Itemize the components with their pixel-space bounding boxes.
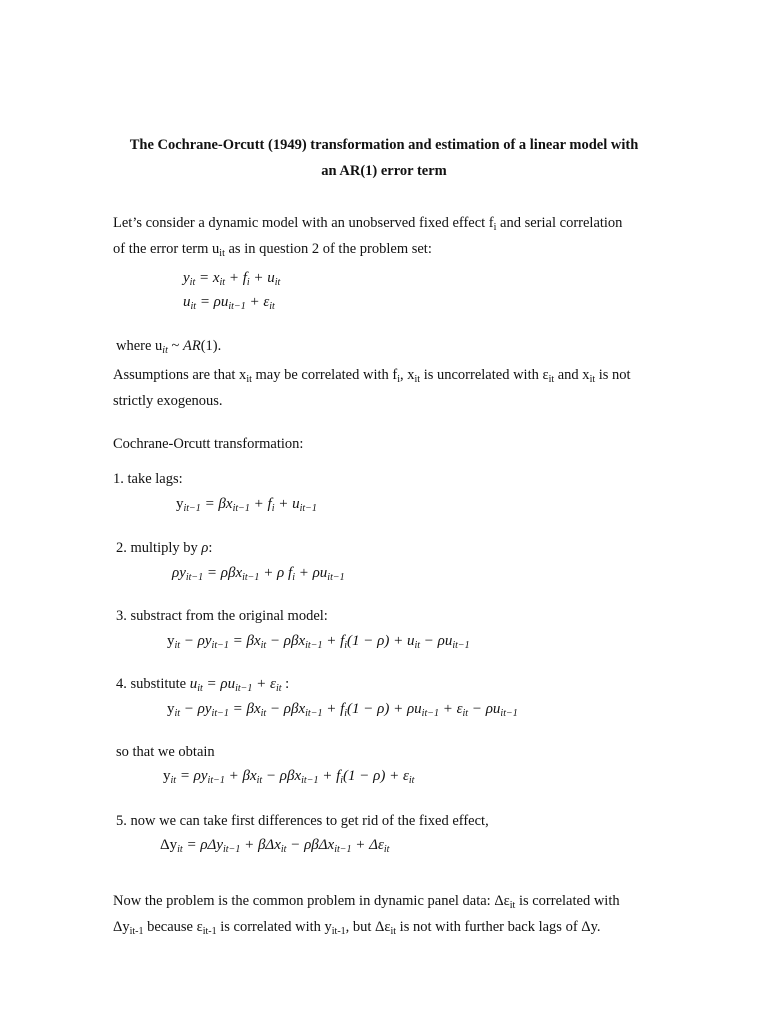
step-5-label: 5. now we can take first differences to get rid of the fixed effect,	[116, 813, 489, 829]
intro-line-1: Let’s consider a dynamic model with an unobserved fixed effect $f_i$ and serial correlation	[113, 215, 623, 233]
step-2-label: 2. multiply by ρ:	[116, 540, 213, 556]
where-line: where $u_{it}$ ~ AR(1).	[116, 338, 222, 356]
obtain-label: so that we obtain	[116, 744, 215, 760]
title-line-1: The Cochrane-Orcutt (1949) transformation and estimation of a linear model with	[129, 137, 639, 153]
step-4-equation: $y_{it} - \rho y_{it-1} = \beta x_{it} - \rho\beta x_{it-1} + f_i(1 - \rho) + \rho u_{it-1} + \varepsilon_{it} - \rho u_{it-1}$	[167, 701, 518, 719]
step-3-label: 3. substract from the original model:	[116, 608, 328, 624]
step-4-label: 4. substitute $u_{it} = \rho u_{it-1} + \varepsilon_{it}$ :	[116, 676, 290, 694]
assumptions-line-2: strictly exogenous.	[113, 393, 223, 409]
intro-line-2: of the error term $u_{it}$ as in question 2 of the problem set:	[113, 241, 432, 259]
model-equation-u: $u_{it} = \rho u_{it-1} + \varepsilon_{it}$	[183, 294, 275, 312]
title-line-2: an AR(1) error term	[321, 163, 447, 179]
step-1-label: 1. take lags:	[113, 471, 183, 487]
step-2-equation: $\rho y_{it-1} = \rho\beta x_{it-1} + \rho$ $f_i + \rho u_{it-1}$	[172, 565, 345, 583]
assumptions-line-1: Assumptions are that $x_{it}$ may be correlated with $f_i$, $x_{it}$ is uncorrelated with $\varepsilon_{it}$ and $x_{it}$ is not	[113, 367, 631, 385]
obtain-equation: $y_{it} = \rho y_{it-1} + \beta x_{it} - \rho\beta x_{it-1} + f_i(1 - \rho) + \varepsilon_{it}$	[163, 768, 415, 786]
model-equation-y: $y_{it} = x_{it} + f_i + u_{it}$	[183, 270, 281, 288]
conclusion-line-2: $\Delta y_{it-1}$ because $\varepsilon_{it-1}$ is correlated with $y_{it-1}$, but $\Delta\varepsilon_{it}$ is not with further back lags of Δy.	[113, 919, 601, 937]
cochrane-orcutt-heading: Cochrane-Orcutt transformation:	[113, 436, 304, 452]
step-3-equation: $y_{it} - \rho y_{it-1} = \beta x_{it} - \rho\beta x_{it-1} + f_i(1 - \rho) + u_{it} - \rho u_{it-1}$	[167, 633, 470, 651]
step-1-equation: $y_{it-1} = \beta x_{it-1} + f_i + u_{it-1}$	[176, 496, 317, 514]
step-5-equation: $\Delta y_{it} = \rho\Delta y_{it-1} + \beta\Delta x_{it} - \rho\beta\Delta x_{it-1} + \Delta\varepsilon_{it}$	[160, 837, 390, 855]
conclusion-line-1: Now the problem is the common problem in dynamic panel data: $\Delta\varepsilon_{it}$ is correlated with	[113, 893, 620, 911]
